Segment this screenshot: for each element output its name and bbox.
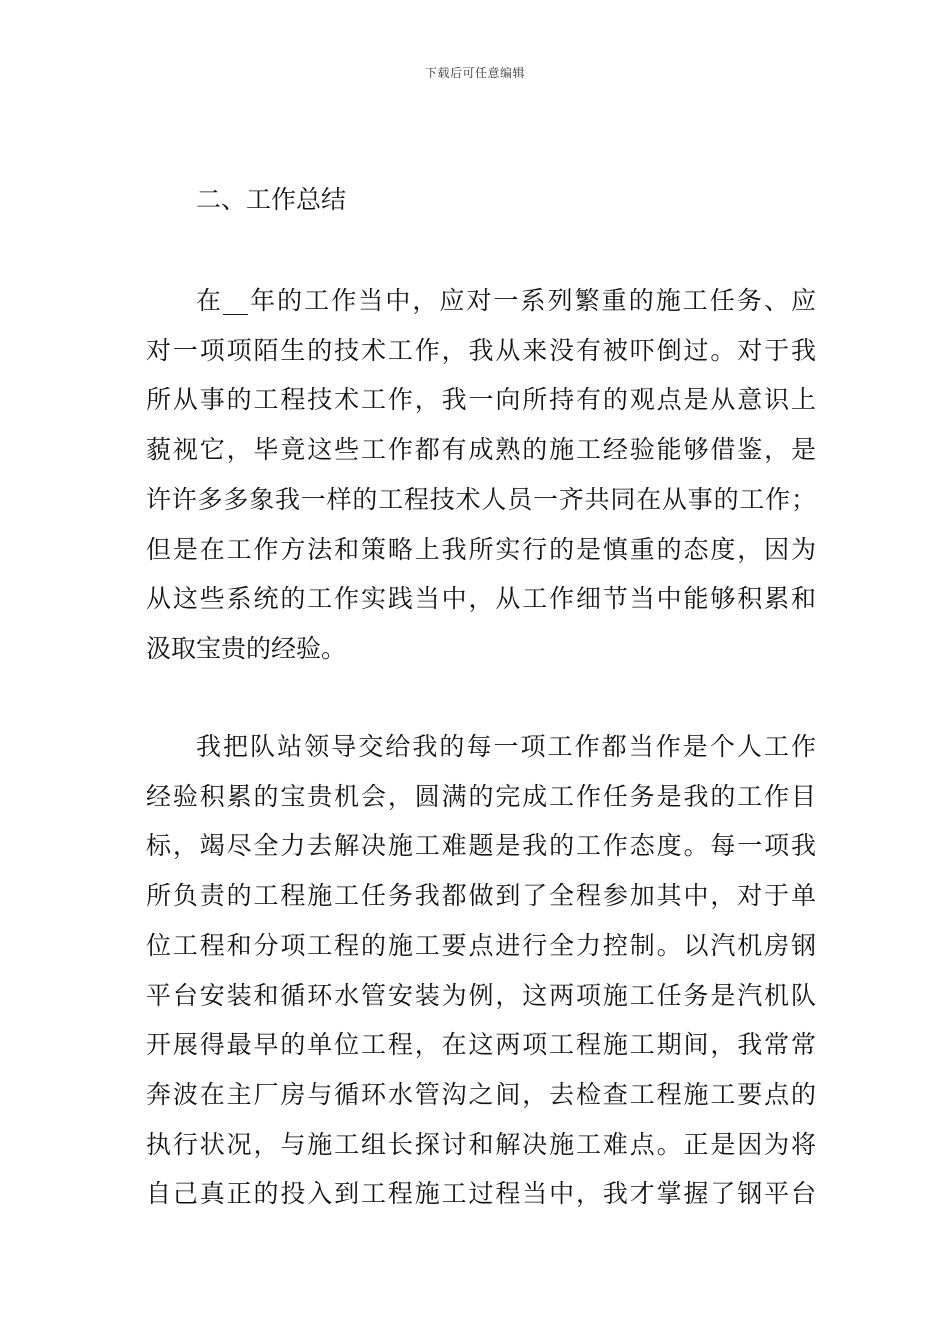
paragraph-work-summary-1	[146, 276, 816, 674]
paragraph-line: 奔波在主厂房与循环水管沟之间，去检查工程施工要点的	[146, 1079, 816, 1109]
paragraph-line: 在__年的工作当中，应对一系列繁重的施工任务、应	[196, 286, 816, 315]
paragraph-line: 位工程和分项工程的施工要点进行全力控制。以汽机房钢	[146, 930, 816, 960]
paragraph-line: 藐视它，毕竟这些工作都有成熟的施工经验能够借鉴，是	[146, 435, 816, 465]
paragraph-line: 自己真正的投入到工程施工过程当中，我才掌握了钢平台	[146, 1179, 816, 1209]
paragraph-line: 执行状况，与施工组长探讨和解决施工难点。正是因为将	[146, 1129, 816, 1159]
section-heading: 二、工作总结	[196, 185, 347, 214]
paragraph-line: 标，竭尽全力去解决施工难题是我的工作态度。每一项我	[146, 831, 816, 861]
paragraph-line: 许许多多象我一样的工程技术人员一齐共同在从事的工作；	[146, 484, 816, 514]
paragraph-line: 对一项项陌生的技术工作，我从来没有被吓倒过。对于我	[146, 335, 816, 365]
paragraph-line: 经验积累的宝贵机会，圆满的完成工作任务是我的工作目	[146, 781, 816, 811]
paragraph-line: 所负责的工程施工任务我都做到了全程参加其中，对于单	[146, 881, 816, 911]
paragraph-line: 从这些系统的工作实践当中，从工作细节当中能够积累和	[146, 584, 816, 614]
page-header: 下载后可任意编辑	[424, 66, 525, 80]
paragraph-line: 平台安装和循环水管安装为例，这两项施工任务是汽机队	[146, 980, 816, 1010]
paragraph-line: 所从事的工程技术工作，我一向所持有的观点是从意识上	[146, 385, 816, 415]
paragraph-line: 汲取宝贵的经验。	[146, 633, 347, 663]
paragraph-line: 我把队站领导交给我的每一项工作都当作是个人工作	[196, 732, 816, 761]
paragraph-line: 但是在工作方法和策略上我所实行的是慎重的态度，因为	[146, 534, 816, 564]
paragraph-work-summary-2	[146, 722, 816, 1219]
paragraph-line: 开展得最早的单位工程，在这两项工程施工期间，我常常	[146, 1030, 816, 1060]
